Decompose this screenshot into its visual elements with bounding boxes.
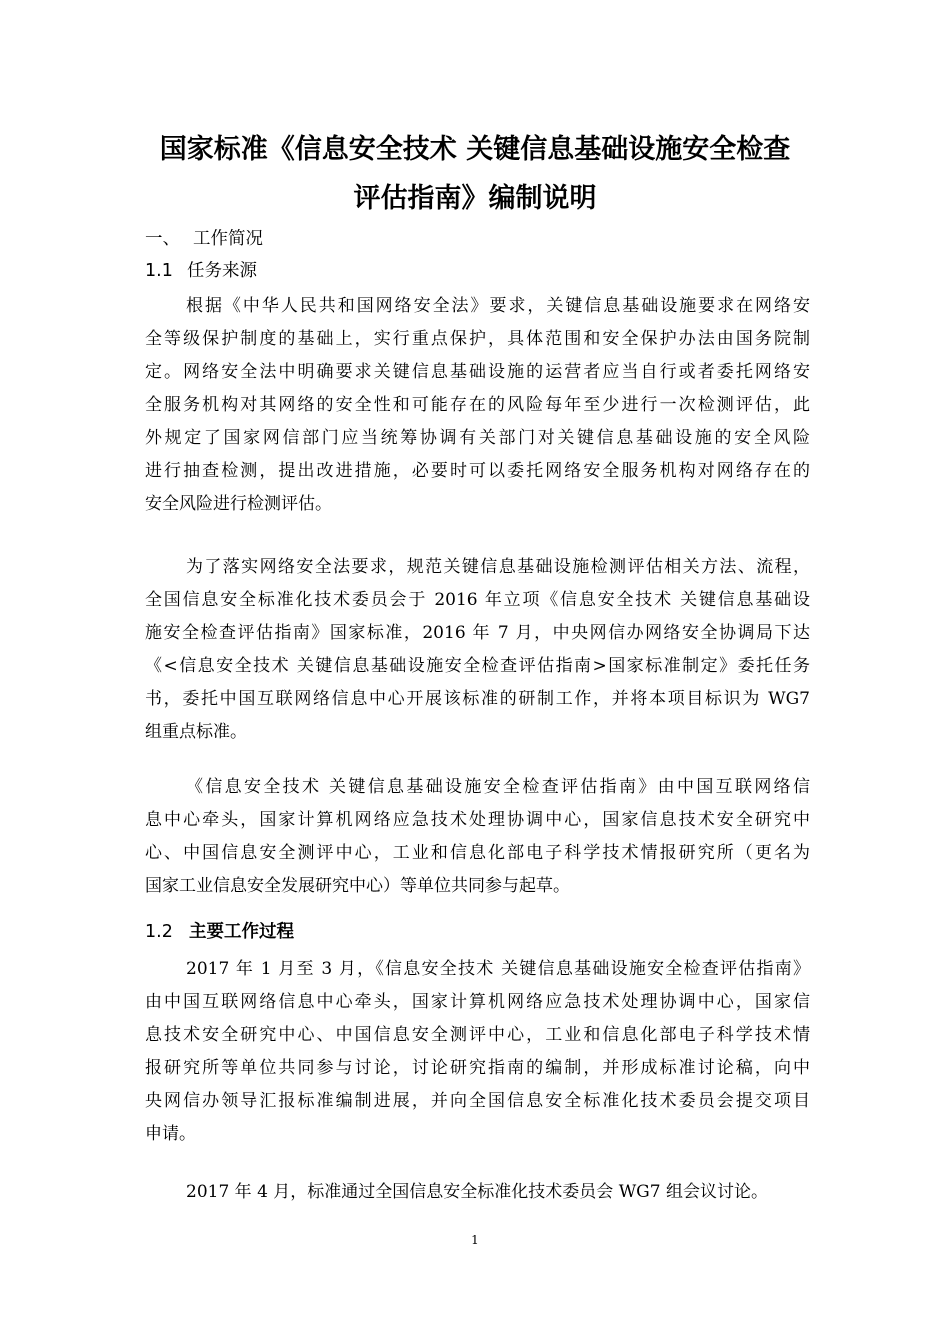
paragraph-work-process: [145, 953, 810, 1151]
paragraph-line: 施安全检查评估指南》国家标准，2016 年 7 月，中央网信办网络安全协调局下达: [145, 623, 810, 643]
paragraph-line: 《信息安全技术 关键信息基础设施安全检查评估指南》由中国互联网络信: [186, 777, 810, 797]
paragraph-project-setup: [145, 551, 810, 749]
paragraph-line: 定。网络安全法中明确要求关键信息基础设施的运营者应当自行或者委托网络安: [145, 362, 810, 382]
paragraph-wg7-meeting: [145, 1176, 810, 1209]
section-title: 工作简况: [193, 229, 263, 249]
section-number: 1.2: [145, 922, 173, 942]
section-number: 一、: [145, 229, 180, 249]
section-heading-1-2: [145, 920, 294, 944]
paragraph-line: 心、中国信息安全测评中心，工业和信息化部电子科学技术情报研究所（更名为: [145, 843, 810, 863]
paragraph-line: 书，委托中国互联网络信息中心开展该标准的研制工作，并将本项目标识为 WG7: [145, 689, 810, 709]
section-heading-1: [145, 227, 263, 251]
paragraph-line: 息中心牵头，国家计算机网络应急技术处理协调中心，国家信息技术安全研究中: [145, 810, 810, 830]
paragraph-line: 国家工业信息安全发展研究中心）等单位共同参与起草。: [145, 876, 570, 896]
paragraph-drafting-units: [145, 771, 810, 903]
paragraph-line: 全服务机构对其网络的安全性和可能存在的风险每年至少进行一次检测评估，此: [145, 395, 810, 415]
paragraph-line: 为了落实网络安全法要求，规范关键信息基础设施检测评估相关方法、流程，: [186, 557, 810, 577]
paragraph-line: 央网信办领导汇报标准编制进展，并向全国信息安全标准化技术委员会提交项目: [145, 1091, 810, 1111]
section-title: 任务来源: [187, 261, 257, 281]
paragraph-line: 外规定了国家网信部门应当统筹协调有关部门对关键信息基础设施的安全风险: [145, 428, 810, 448]
paragraph-task-source: [145, 290, 810, 521]
document-title-line-2: 评估指南》编制说明: [353, 183, 597, 214]
page-number: 1: [471, 1233, 479, 1247]
section-title: 主要工作过程: [189, 922, 294, 942]
paragraph-line: 《<信息安全技术 关键信息基础设施安全检查评估指南>国家标准制定》委托任务: [145, 656, 810, 676]
section-heading-1-1: [145, 259, 257, 283]
paragraph-line: 根据《中华人民共和国网络安全法》要求，关键信息基础设施要求在网络安: [186, 296, 810, 316]
paragraph-line: 报研究所等单位共同参与讨论，讨论研究指南的编制，并形成标准讨论稿，向中: [145, 1058, 810, 1078]
paragraph-line: 息技术安全研究中心、中国信息安全测评中心，工业和信息化部电子科学技术情: [145, 1025, 810, 1045]
paragraph-line: 由中国互联网络信息中心牵头，国家计算机网络应急技术处理协调中心，国家信: [145, 992, 810, 1012]
paragraph-line: 组重点标准。: [145, 722, 247, 742]
paragraph-line: 安全风险进行检测评估。: [145, 494, 332, 514]
paragraph-line: 2017 年 1 月至 3 月，《信息安全技术 关键信息基础设施安全检查评估指南》: [186, 959, 810, 979]
paragraph-line: 全国信息安全标准化技术委员会于 2016 年立项《信息安全技术 关键信息基础设: [145, 590, 810, 610]
paragraph-line: 进行抽查检测，提出改进措施，必要时可以委托网络安全服务机构对网络存在的: [145, 461, 810, 481]
paragraph-line: 申请。: [145, 1124, 196, 1144]
paragraph-line: 2017 年 4 月，标准通过全国信息安全标准化技术委员会 WG7 组会议讨论。: [186, 1182, 768, 1202]
paragraph-line: 全等级保护制度的基础上，实行重点保护，具体范围和安全保护办法由国务院制: [145, 329, 810, 349]
section-number: 1.1: [145, 261, 173, 281]
document-title-line-1: 国家标准《信息安全技术 关键信息基础设施安全检查: [159, 134, 791, 165]
